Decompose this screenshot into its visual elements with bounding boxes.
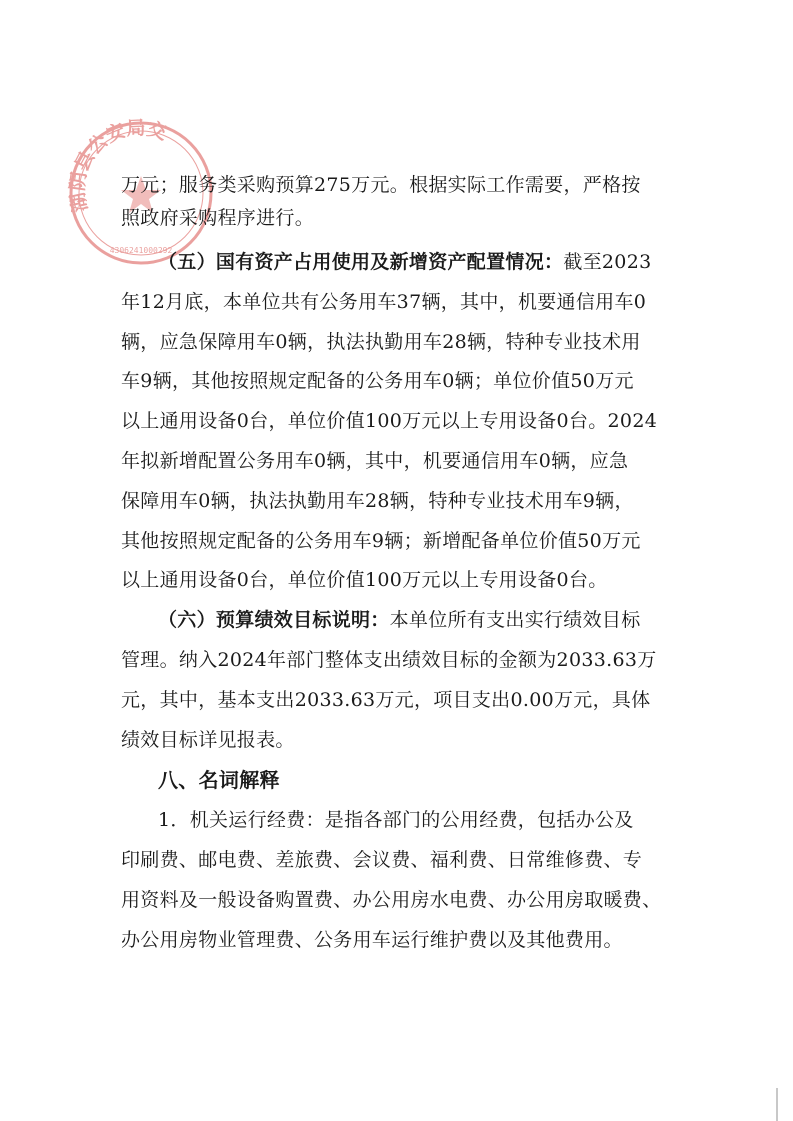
- body-line-5: 辆，应急保障用车0辆，执法执勤用车28辆，特种专业技术用: [121, 331, 641, 353]
- section-6-paragraph: [158, 608, 641, 632]
- seal-arc-text: 湖阴县公安局交: [66, 118, 170, 214]
- body-line-1: 万元；服务类采购预算275万元。根据实际工作需要，严格按: [121, 174, 641, 196]
- section-8-heading: 八、名词解释: [158, 768, 280, 792]
- body-line-3: 截至2023: [563, 251, 652, 273]
- body-line-15: 绩效目标详见报表。: [121, 729, 295, 751]
- body-line-8: 年拟新增配置公务用车0辆，其中，机要通信用车0辆，应急: [121, 450, 629, 472]
- body-line-2: 照政府采购程序进行。: [121, 207, 315, 229]
- page-edge-mark: [776, 1088, 778, 1121]
- body-line-18: 用资料及一般设备购置费、办公用房水电费、办公用房取暖费、: [121, 889, 662, 911]
- body-line-6: 车9辆，其他按照规定配备的公务用车0辆；单位价值50万元: [121, 370, 634, 392]
- body-line-13: 管理。纳入2024年部门整体支出绩效目标的金额为2033.63万: [121, 649, 657, 671]
- body-line-10: 其他按照规定配备的公务用车9辆；新增配备单位价值50万元: [121, 530, 641, 552]
- body-line-12: 本单位所有支出实行绩效目标: [389, 609, 641, 631]
- body-line-11: 以上通用设备0台，单位价值100万元以上专用设备0台。: [121, 569, 608, 591]
- body-line-4: 年12月底，本单位共有公务用车37辆，其中，机要通信用车0: [121, 291, 647, 313]
- body-line-9: 保障用车0辆，执法执勤用车28辆，特种专业技术用车9辆，: [121, 490, 634, 512]
- svg-text:湖阴县公安局交: [66, 118, 169, 214]
- body-line-16: 1．机关运行经费：是指各部门的公用经费，包括办公及: [158, 809, 634, 831]
- body-line-7: 以上通用设备0台，单位价值100万元以上专用设备0台。2024: [121, 410, 658, 432]
- body-line-19: 办公用房物业管理费、公务用车运行维护费以及其他费用。: [121, 929, 623, 951]
- section-5-paragraph: [158, 250, 651, 274]
- body-line-17: 印刷费、邮电费、差旅费、会议费、福利费、日常维修费、专: [121, 849, 643, 871]
- section-6-label: （六）预算绩效目标说明：: [158, 609, 390, 631]
- seal-code: 4306241000292: [109, 246, 173, 255]
- body-line-14: 元，其中，基本支出2033.63万元，项目支出0.00万元，具体: [121, 689, 651, 711]
- section-5-label: （五）国有资产占用使用及新增资产配置情况：: [158, 251, 564, 273]
